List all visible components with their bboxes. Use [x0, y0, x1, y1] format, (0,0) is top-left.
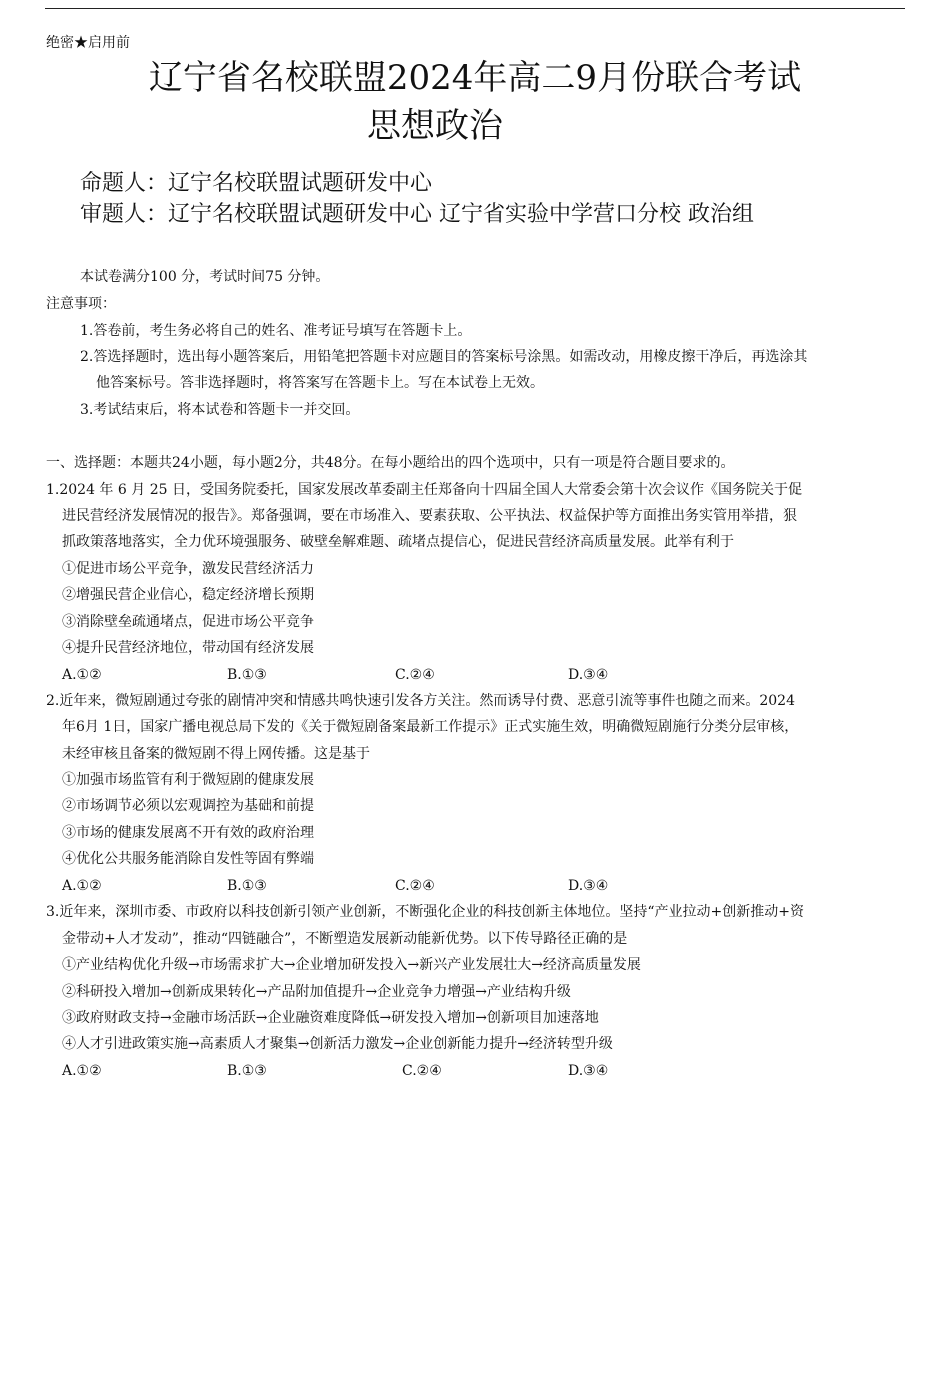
q1-stem-line-3: 抓政策落地落实，全力优环境强服务、破壁垒解难题、疏堵点提信心，促进民营经济高质量发展。此举有利于	[62, 534, 734, 550]
section-heading: 一、选择题：本题共24小题，每小题2分，共48分。在每小题给出的四个选项中，只有一项是符合题目要求的。	[46, 455, 735, 471]
q1-choice-c: C.②④	[395, 667, 435, 683]
q2-choice-b: B.①③	[227, 878, 267, 894]
q3-item-1: ①产业结构优化升级→市场需求扩大→企业增加研发投入→新兴产业发展壮大→经济高质量发展	[62, 957, 641, 973]
q2-choice-a: A.①②	[62, 878, 102, 894]
q1-item-1: ①促进市场公平竞争，激发民营经济活力	[62, 561, 314, 577]
q2-item-3: ③市场的健康发展离不开有效的政府治理	[62, 825, 314, 841]
notice-title: 注意事项：	[46, 296, 116, 312]
q1-choice-a: A.①②	[62, 667, 102, 683]
q1-stem-line-2: 进民营经济发展情况的报告》。郑备强调，要在市场准入、要素获取、公平执法、权益保护等方面推出务实管用举措，狠	[62, 508, 797, 524]
notice-item-2-cont: 他答案标号。答非选择题时，将答案写在答题卡上。写在本试卷上无效。	[96, 375, 544, 391]
q3-item-4: ④人才引进政策实施→高素质人才聚集→创新活力激发→企业创新能力提升→经济转型升级	[62, 1036, 613, 1052]
q3-item-2: ②科研投入增加→创新成果转化→产品附加值提升→企业竞争力增强→产业结构升级	[62, 984, 571, 1000]
q3-choice-d: D.③④	[568, 1063, 609, 1079]
notice-item-2: 2.答选择题时，选出每小题答案后，用铅笔把答题卡对应题目的答案标号涂黑。如需改动，用橡皮擦干净后，再选涂其	[80, 349, 808, 365]
q3-choice-c: C.②④	[402, 1063, 442, 1079]
q2-choice-c: C.②④	[395, 878, 435, 894]
q1-stem-line-1: 1.2024 年 6 月 25 日，受国务院委托，国家发展改革委副主任郑备向十四届全国人大常委会第十次会议作《国务院关于促	[46, 482, 802, 498]
q2-item-1: ①加强市场监管有利于微短剧的健康发展	[62, 772, 314, 788]
q1-choice-d: D.③④	[568, 667, 609, 683]
q3-item-3: ③政府财政支持→金融市场活跃→企业融资难度降低→研发投入增加→创新项目加速落地	[62, 1010, 599, 1026]
q1-item-2: ②增强民营企业信心，稳定经济增长预期	[62, 587, 314, 603]
q2-choice-d: D.③④	[568, 878, 609, 894]
q3-choice-b: B.①③	[227, 1063, 267, 1079]
q3-stem-line-2: 金带动+人才发动”，推动“四链融合”，不断塑造发展新动能新优势。以下传导路径正确的是	[62, 931, 628, 947]
q2-stem-line-1: 2.近年来，微短剧通过夸张的剧情冲突和情感共鸣快速引发各方关注。然而诱导付费、恶意引流等事件也随之而来。2024	[46, 693, 795, 709]
q2-item-2: ②市场调节必须以宏观调控为基础和前提	[62, 798, 314, 814]
q2-stem-line-2: 年6月 1日，国家广播电视总局下发的《关于微短剧备案最新工作提示》正式实施生效，明确微短剧施行分类分层审核，	[62, 719, 799, 735]
q2-item-4: ④优化公共服务能消除自发性等固有弊端	[62, 851, 314, 867]
q1-item-4: ④提升民营经济地位，带动国有经济发展	[62, 640, 314, 656]
subject-title: 思想政治	[367, 106, 503, 146]
top-rule	[45, 8, 905, 9]
q3-choice-a: A.①②	[62, 1063, 102, 1079]
q3-stem-line-1: 3.近年来，深圳市委、市政府以科技创新引领产业创新，不断强化企业的科技创新主体地位。坚持“产业拉动+创新推动+资	[46, 904, 804, 920]
notice-item-3: 3.考试结束后，将本试卷和答题卡一并交回。	[80, 402, 360, 418]
notice-item-1: 1.答卷前，考生务必将自己的姓名、准考证号填写在答题卡上。	[80, 323, 472, 339]
question-reviewer: 审题人：辽宁名校联盟试题研发中心 辽宁省实验中学营口分校 政治组	[80, 202, 754, 227]
q1-choice-b: B.①③	[227, 667, 267, 683]
confidential-mark: 绝密★启用前	[46, 35, 130, 51]
exam-info: 本试卷满分100 分，考试时间75 分钟。	[80, 269, 330, 285]
q2-stem-line-3: 未经审核且备案的微短剧不得上网传播。这是基于	[62, 746, 370, 762]
question-setter: 命题人：辽宁名校联盟试题研发中心	[80, 171, 433, 196]
q1-item-3: ③消除壁垒疏通堵点，促进市场公平竞争	[62, 614, 314, 630]
exam-title: 辽宁省名校联盟2024年高二9月份联合考试	[148, 58, 802, 98]
